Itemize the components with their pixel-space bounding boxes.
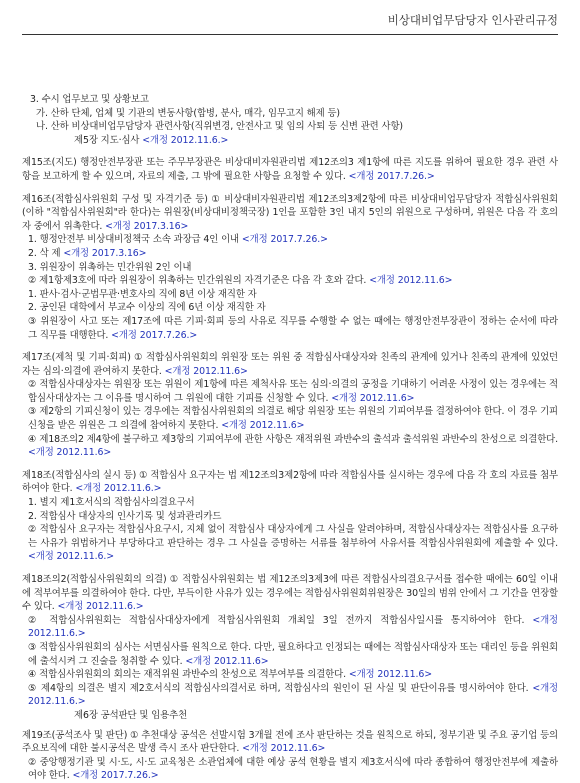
amendment-note: <개정 2012.11.6.> <box>57 601 144 613</box>
body-line: ③ 제2항의 기피신청이 있는 경우에는 적합심사위원회의 의결로 해당 위원장 또는 위원의 기피여부를 결정하여야 한다. 이 경우 기피신청을 받은 위원은 그 의결에 참여하지 못한다. <개정 2012.11.6> <box>28 406 558 432</box>
body-line: ② 적합심사대상자는 위원장 또는 위원이 제1항에 따른 제척사유 또는 심의·의결의 공정을 기대하기 어려운 사정이 있는 경우에는 적합심사대상자는 그 이유를 명시하여 그 위원에 대한 기피를 신청할 수 있다. <개정 2012.11.6> <box>28 379 558 404</box>
amendment-note: <개정 2017.7.26.> <box>111 329 198 341</box>
body-line: ② 적합심사위원회는 적합심사대상자에게 적합심사위원회 개최일 3일 전까지 적합심사일시를 통지하여야 한다. <개정 2012.11.6.> <box>28 614 558 640</box>
article-16: 제16조(적합심사위원회 구성 및 자격기준 등) ① 비상대비자원관리법 제12조의3제2항에 따른 비상대비업무담당자 적합심사위원회(이하 "적합심사위원회"라 한다)는 위원장(비상대비정책국장) 1인을 포함한 3인 내지 5인의 위원으로 구성하며, 위원은 다음 각 호의 자 중에서 위촉한다. <개정 2017.3.16> <box>22 193 558 232</box>
amendment-note: <개정 2017.7.26.> <box>241 234 328 246</box>
amendment-note: <개정 2012.11.6.> <box>75 483 162 495</box>
document-body <box>22 93 558 783</box>
amendment-note: <개정 2012.11.6> <box>185 655 269 667</box>
header-rule <box>22 34 558 35</box>
body-line: 1. 행정안전부 비상대비정책국 소속 과장급 4인 이내 <개정 2017.7.26.> <box>28 234 328 246</box>
article-19: 제19조(공석조사 및 판단) ① 추천대상 공석은 선발시험 3개월 전에 조사 판단하는 것을 원칙으로 하되, 정부기관 및 주요 공기업 등의 주요보직에 대한 불시공석은 발생 즉시 조사 판단한다. <개정 2012.11.6> <box>22 729 558 755</box>
amendment-note: <개정 2012.11.6.> <box>142 134 229 146</box>
article-18: 제18조(적합심사의 실시 등) ① 적합심사 요구자는 법 제12조의3제2항에 따라 적합심사를 실시하는 경우에 다음 각 호의 자료를 첨부하여야 한다. <개정 2012.11.6.> <box>22 469 558 495</box>
amendment-note: <개정 2012.11.6.> <box>28 551 114 563</box>
amendment-note: <개정 2012.11.6> <box>369 275 453 287</box>
body-line: ② 제1항제3호에 따라 위원장이 위촉하는 민간위원의 자격기준은 다음 각 호와 같다. <개정 2012.11.6> <box>28 275 453 287</box>
body-line: ③ 적합심사위원회의 심사는 서면심사를 원칙으로 한다. 다만, 필요하다고 인정되는 때에는 적합심사대상자 또는 대리인 등을 위원회에 출석시켜 그 진술을 청취할 수 있다. <개정 2012.11.6> <box>28 641 558 667</box>
amendment-note: <개정 2012.11.6.> <box>28 682 558 708</box>
document-header-title: 비상대비업무담당자 인사관리규정 <box>387 13 558 27</box>
body-line: ④ 제18조의2 제4항에 불구하고 제3항의 기피여부에 관한 사항은 재적위원 과반수의 출석과 출석위원 과반수의 찬성으로 의결한다. <개정 2012.11.6> <box>28 433 558 459</box>
amendment-note: <개정 2012.11.6> <box>164 365 248 377</box>
body-line: 3. 위원장이 위촉하는 민간위원 2인 이내 <box>28 261 192 273</box>
body-line: ③ 위원장이 사고 또는 제17조에 따른 기피·회피 등의 사유로 직무를 수행할 수 없는 때에는 행정안전부장관이 정하는 순서에 따라 그 직무를 대행한다. <개정 2017.7.26.> <box>28 315 558 341</box>
body-line: ④ 적합심사위원회의 회의는 재적위원 과반수의 찬성으로 적부여부를 의결한다. <개정 2012.11.6> <box>28 669 432 681</box>
amendment-note: <개정 2017.3.16> <box>63 247 147 259</box>
chapter-heading: 제5장 지도·심사 <개정 2012.11.6.> <box>74 134 229 146</box>
body-line: ② 적합심사 요구자는 적합심사요구시, 지체 없이 적합심사 대상자에게 그 사실을 알려야하며, 적합심사대상자는 적합심사를 요구하는 사유가 위법하거나 부당하다고 판단하는 경우 그 사실을 증명하는 서류를 첨부하여 사유서를 적합심사위원회에 제출할 수 있다. <개정 2012.11.6.> <box>28 524 558 563</box>
article-15: 제15조(지도) 행정안전부장관 또는 주무부장관은 비상대비자원관리법 제12조의3 제1항에 따른 지도를 위하여 필요한 경우 관련 사항을 보고하게 할 수 있으며, 자료의 제출, 그 밖에 필요한 사항을 요청할 수 있다. <개정 2017.7.26.> <box>22 157 558 182</box>
amendment-note: <개정 2017.3.16> <box>105 220 189 232</box>
body-line: 3. 수시 업무보고 및 상황보고 <box>30 94 149 105</box>
amendment-note: <개정 2017.7.26.> <box>348 170 435 182</box>
body-line: ② 중앙행정기관 및 시·도, 시·도 교육청은 소관업체에 대한 예상 공석 현황을 별지 제3호서식에 따라 종합하여 행정안전부에 제출하여야 한다. <개정 2017.7.26.> <box>28 756 558 782</box>
body-line: 2. 적합심사 대상자의 인사기록 및 성과관리카드 <box>28 510 222 522</box>
amendment-note: <개정 2012.11.6> <box>331 392 415 404</box>
body-line: 가. 산하 단체, 업체 및 기관의 변동사항(합병, 분사, 매각, 임무고지 해제 등) <box>36 107 340 119</box>
body-line: 1. 별지 제1호서식의 적합심사의결요구서 <box>28 497 195 509</box>
amendment-note: <개정 2012.11.6> <box>28 447 112 459</box>
article-18-2: 제18조의2(적합심사위원회의 의결) ① 적합심사위원회는 법 제12조의3제3에 따른 적합심사의결요구서를 접수한 때에는 60일 이내에 적부여부를 의결하여야 한다. 다만, 부득이한 사유가 있는 경우에는 적합심사위원회위원장은 30일의 범위 안에서 그 기간을 연장할 수 있다. <개정 2012.11.6.> <box>22 574 558 613</box>
body-line: 2. 공인된 대학에서 부교수 이상의 직에 6년 이상 재직한 자 <box>28 302 266 314</box>
amendment-note: <개정 2012.11.6> <box>242 743 326 755</box>
body-line: 나. 산하 비상대비업무담당자 관련사항(직위변경, 안전사고 및 임의 사퇴 등 신변 관련 사항) <box>36 121 403 133</box>
amendment-note: <개정 2012.11.6> <box>348 669 432 681</box>
amendment-note: <개정 2012.11.6> <box>221 420 305 432</box>
body-line: 1. 판사·검사·군법무관·변호사의 직에 8년 이상 재직한 자 <box>28 288 257 300</box>
amendment-note: <개정 2012.11.6.> <box>28 614 558 640</box>
amendment-note: <개정 2017.7.26.> <box>72 770 159 782</box>
body-line: ⑤ 제4항의 의결은 별지 제2호서식의 적합심사의결서로 하며, 적합심사의 원인이 된 사실 및 판단이유를 명시하여야 한다. <개정 2012.11.6.> <box>28 682 558 708</box>
chapter-heading: 제6장 공석판단 및 임용추천 <box>74 709 188 721</box>
article-17: 제17조(제척 및 기피·회피) ① 적합심사위원회의 위원장 또는 위원 중 적합심사대상자와 친족의 관계에 있거나 친족의 관계에 있었던 자는 심의·의결에 관여하지 못한다. <개정 2012.11.6> <box>22 352 558 377</box>
body-line: 2. 삭 제 <개정 2017.3.16> <box>28 247 147 259</box>
